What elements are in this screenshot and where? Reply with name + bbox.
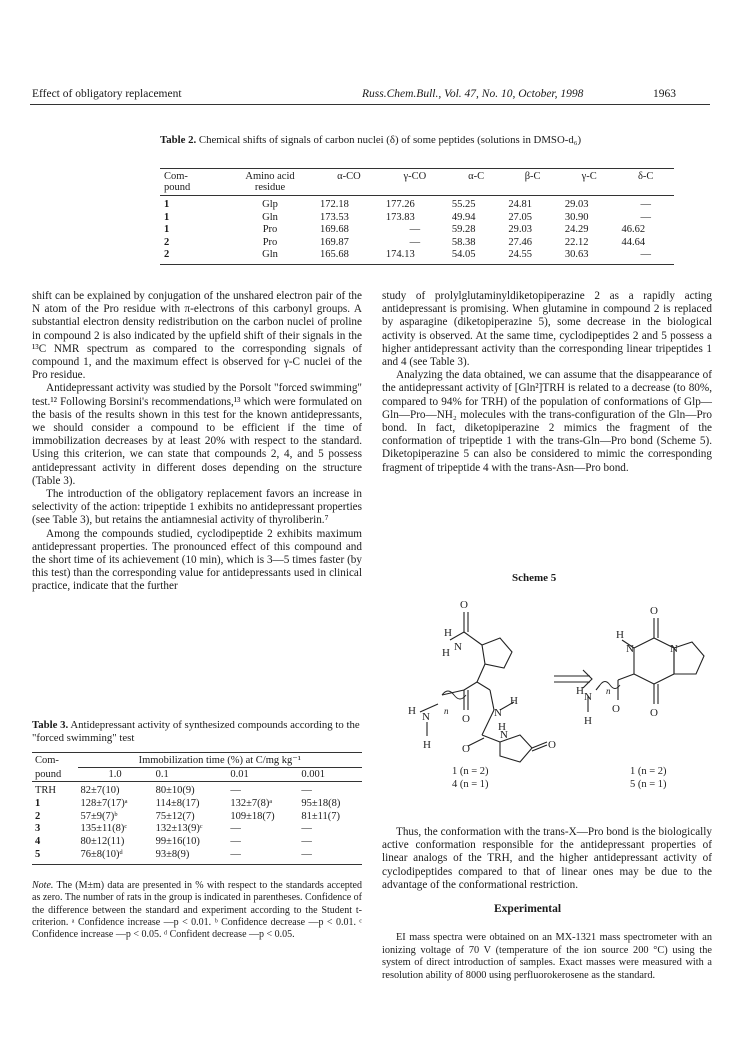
table2-col-residue: Amino acid residue <box>224 169 316 196</box>
table-cell: 169.68 <box>320 224 349 235</box>
compound-labels <box>452 766 667 790</box>
atom-n-index: n <box>444 706 449 716</box>
table-cell: 99±16(10) <box>155 836 200 848</box>
left-column-text <box>32 290 362 594</box>
table-cell: 1 <box>164 211 170 223</box>
table-cell: 55.25 <box>451 199 476 210</box>
table-cell: 58.38 <box>451 236 476 248</box>
table3-caption-text: Antidepressant activity of synthesized compounds according to the "forced swimming" test <box>32 719 360 744</box>
table3-col-compound-top: Com- <box>32 753 78 768</box>
paragraph: Thus, the conformation with the trans-X—Pro bond is the biologically active conformation responsible for the antidepressant properties of linear analogs of the TRH, and the higher antidepressant activity of cyclodipeptides compared to that of linear ones may be due to the advantage of the conformational restriction. <box>382 826 712 891</box>
table-cell: — <box>230 785 241 796</box>
table-cell: 80±12(11) <box>80 836 125 848</box>
table-cell: 82±7(10) <box>80 785 120 796</box>
table-cell: 59.28 <box>451 224 476 235</box>
table-cell: 174.13 <box>382 249 448 264</box>
table-cell: — <box>301 823 312 835</box>
table-cell: — <box>409 236 421 248</box>
table2 <box>160 168 674 265</box>
table-cell: 2 <box>164 236 170 248</box>
atom-h: H <box>498 721 506 733</box>
table-cell: — <box>230 836 241 848</box>
scheme-5-structure <box>382 590 712 790</box>
table2-col-gamma-c: γ-C <box>561 169 618 196</box>
table-cell: 2 <box>35 810 41 822</box>
table-cell: Pro <box>262 236 278 248</box>
table-cell: 3 <box>35 823 41 835</box>
table3-note <box>32 880 362 941</box>
table2-col-gamma-co: γ-CO <box>382 169 448 196</box>
table-cell: — <box>301 785 312 796</box>
table3-note-text: The (M±m) data are presented in % with respect to the standards accepted as zero. The number of rats in the group is indicated in parentheses. Confidence of the difference between the standard and experiment according to the Student t-criterion. ᵃ Confidence increase —p < 0.01. ᵇ Confidence decrease —p < 0.01. ᶜ Confidence increase —p < 0.05. ᵈ Confident decrease —p < 0.05. <box>32 880 362 941</box>
atom-o: O <box>650 605 658 617</box>
compound-label: 5 (n = 1) <box>630 779 667 790</box>
scheme-title: Scheme 5 <box>512 572 557 584</box>
compound-label: 1 (n = 2) <box>452 766 489 777</box>
table-cell: 165.68 <box>316 249 382 264</box>
atom-n: N <box>494 707 502 719</box>
table-cell: 30.90 <box>564 211 589 223</box>
table-row <box>32 811 362 824</box>
table2-label: Table 2. <box>160 134 197 146</box>
table-row <box>160 249 674 264</box>
compound-label: 4 (n = 1) <box>452 779 489 790</box>
table-cell: 24.81 <box>508 199 532 210</box>
table3-caption <box>32 719 362 745</box>
table-cell: 29.03 <box>508 224 532 235</box>
atom-h: H <box>423 739 431 751</box>
table3-col-conc: 0.001 <box>298 768 362 782</box>
table2-col-alpha-c: α-C <box>448 169 505 196</box>
table3-col-conc: 1.0 <box>78 768 153 782</box>
table-cell: 22.12 <box>564 236 589 248</box>
right-molecule <box>588 618 704 712</box>
table-cell: 1 <box>164 199 170 210</box>
paragraph: study of prolylglutaminyldiketopiperazine 2 as a rapidly acting antidepressant is promising. When glutamine in compound 2 is replaced by asparagine (diketopiperazine 5), some decrease in the biological activity is observed. At the same time, cyclodipeptides 2 and 5 possess a higher antidepressant activity than the corresponding linear tripeptides 1 and 4 (see Table 3). <box>382 290 712 369</box>
table-cell: 76±8(10)ᵈ <box>78 849 153 864</box>
table3-header-row <box>32 753 362 768</box>
table-row <box>160 196 674 212</box>
atom-o: O <box>548 739 556 751</box>
table-cell: 128±7(17)ᵃ <box>80 797 128 809</box>
left-molecule <box>420 612 547 762</box>
table-cell: 172.18 <box>320 199 349 210</box>
equivalence-arrow <box>554 670 592 688</box>
table-cell: 24.55 <box>504 249 561 264</box>
table-cell: 80±10(9) <box>155 785 195 796</box>
atom-n: N <box>626 643 634 655</box>
table-cell: 93±8(9) <box>153 849 228 864</box>
atom-o: O <box>462 713 470 725</box>
atom-n: N <box>422 711 430 723</box>
table-cell: 169.87 <box>320 236 349 248</box>
table-row <box>32 836 362 849</box>
atom-o: O <box>462 743 470 755</box>
table3 <box>32 752 362 865</box>
table-cell: 173.83 <box>385 211 415 223</box>
table-row <box>160 224 674 237</box>
table-cell: Glp <box>262 199 278 210</box>
table3-col-compound-bottom: pound <box>32 768 78 782</box>
table-cell: — <box>298 849 362 864</box>
paragraph: shift can be explained by conjugation of the unshared electron pair of the N atom of the Pro residue with π-electrons of this carbonyl groups. A substantial electron density redistribution on the carbon nuclei of proline in compound 2 is also indicated by the upfield shift of their signals in the ¹³C NMR spectrum as compared to the corresponding signals of compound 1, and the maximum effect is observed for γ-C nuclei of the Pro residue. <box>32 290 362 382</box>
atom-h: H <box>444 627 452 639</box>
table-cell: Pro <box>262 224 278 235</box>
conclusion-paragraph <box>382 826 712 892</box>
experimental-paragraph: EI mass spectra were obtained on an MX-1321 mass spectrometer with an ionizing voltage of 70 V (temperature of the ion source 200 °C) using the system of direct introduction of samples. Exact masses were measured with a resolution ability of 8000 using perfluorokerosene as the standard. <box>382 932 712 981</box>
journal-citation: Russ.Chem.Bull., Vol. 47, No. 10, October, 1998 <box>362 88 584 100</box>
paragraph: Antidepressant activity was studied by the Porsolt "forced swimming" test.¹² Following Borsini's recommendations,¹³ which were formulated on the basis of the results shown in this test for the known antidepressants, we should consider a compound to be efficient if the time of immobilization decreases by at least 20% with respect to the standard. Using this criterion, we can state that compounds 2, 4, and 5 possess antidepressant activity in different doses depending on the structure (Table 3). <box>32 382 362 487</box>
atom-h: H <box>442 647 450 659</box>
table3-col-group: Immobilization time (%) at C/mg kg⁻¹ <box>78 753 362 768</box>
table-cell: 54.05 <box>448 249 505 264</box>
right-column-text <box>382 290 712 475</box>
table-row <box>32 823 362 836</box>
atom-n: N <box>454 641 462 653</box>
paragraph: Among the compounds studied, cyclodipeptide 2 exhibits maximum antidepressant properties. The pronounced effect of this compound and the short time of its achievement (10 min), which is 3—5 times faster (by this test) than the corresponding value for antidepressants used in clinical practice, indicate that the further <box>32 527 362 593</box>
table-cell: 27.05 <box>508 211 532 223</box>
table-cell: 132±13(9)ᶜ <box>155 823 203 835</box>
table-cell: 81±11(7) <box>301 810 341 822</box>
table-cell: 57±9(7)ᵇ <box>80 810 118 822</box>
table-cell: 27.46 <box>508 236 532 248</box>
table-cell: 44.64 <box>621 236 646 248</box>
table-cell: 1 <box>35 797 41 809</box>
table-cell: 5 <box>32 849 78 864</box>
atom-h: H <box>616 629 624 641</box>
paragraph: The introduction of the obligatory replacement favors an increase in selectivity of the action: tripeptide 1 exhibits no antidepressant properties (see Table 3), but retains the antiamnesial activity of thyroliberin.⁷ <box>32 488 362 527</box>
table2-col-alpha-co: α-CO <box>316 169 382 196</box>
paragraph: Analyzing the data obtained, we can assume that the disappearance of the antidepressant activity of [Gln²]TRH is related to a decrease (to 80%, compared to 94% for TRH) of the population of conformations of Glp—Gln—Pro—NH₂ molecules with the trans-configuration of the Gln—Pro bond. In fact, diketopiperazine 2 mimics the fragment of the conformation of tripeptide 1 with the trans-Gln—Pro bond (Scheme 5). Diketopiperazine 5 can also be considered to mimic the corresponding fragment of tripeptide 4 with the trans-Asn—Pro bond. <box>382 369 712 474</box>
table2-col-beta-c: β-C <box>504 169 561 196</box>
table-cell: 2 <box>160 249 224 264</box>
atom-h: H <box>408 705 416 717</box>
table2-header-row <box>160 169 674 196</box>
table-cell: 46.62 <box>621 224 646 235</box>
page-number: 1963 <box>653 88 676 100</box>
table-cell: 49.94 <box>451 211 476 223</box>
table-cell: — <box>640 199 651 210</box>
table-cell: 132±7(8)ᵃ <box>230 797 273 809</box>
table-cell: 173.53 <box>320 211 349 223</box>
table3-label: Table 3. <box>32 719 69 731</box>
atom-h: H <box>576 685 584 697</box>
table-row <box>32 782 362 798</box>
atom-n-index: n <box>606 686 611 696</box>
table-row <box>160 212 674 225</box>
table-cell: 75±12(7) <box>155 810 195 822</box>
table-cell: TRH <box>35 785 56 796</box>
table-cell: 177.26 <box>385 199 415 210</box>
table-cell: — <box>617 249 674 264</box>
table-cell: 1 <box>164 224 170 235</box>
table-cell: Gln <box>262 211 278 223</box>
table-cell: 109±18(7) <box>230 810 275 822</box>
table-cell: Gln <box>224 249 316 264</box>
table2-col-compound: Com- pound <box>160 169 224 196</box>
table-cell: — <box>230 823 241 835</box>
atom-n: N <box>584 691 592 703</box>
atom-h: H <box>584 715 592 727</box>
atom-h: H <box>510 695 518 707</box>
table-row <box>32 849 362 864</box>
atom-labels <box>408 599 678 755</box>
table3-col-conc: 0.1 <box>153 768 228 782</box>
table-cell: — <box>301 836 312 848</box>
running-header-title: Effect of obligatory replacement <box>32 88 182 100</box>
table-cell: 114±8(17) <box>155 797 200 809</box>
table-cell: — <box>409 224 421 235</box>
table-cell: — <box>640 211 651 223</box>
table-row <box>32 798 362 811</box>
section-title-experimental: Experimental <box>494 903 562 915</box>
table-cell: 30.63 <box>561 249 618 264</box>
atom-n: N <box>500 729 508 741</box>
compound-label: 1 (n = 2) <box>630 766 667 777</box>
atom-o: O <box>650 707 658 719</box>
table-cell: — <box>227 849 298 864</box>
atom-o: O <box>460 599 468 611</box>
table-cell: 4 <box>35 836 41 848</box>
table2-caption-text: Chemical shifts of signals of carbon nuclei (δ) of some peptides (solutions in DMSO-d₆) <box>198 134 582 146</box>
atom-n: N <box>670 643 678 655</box>
table-row <box>160 237 674 250</box>
table2-col-delta-c: δ-C <box>617 169 674 196</box>
table3-subheader-row <box>32 768 362 782</box>
table-cell: 29.03 <box>564 199 589 210</box>
table-cell: 135±11(8)ᶜ <box>80 823 128 835</box>
table3-note-label: Note. <box>32 880 54 891</box>
header-rule <box>30 104 710 105</box>
table3-col-conc: 0.01 <box>227 768 298 782</box>
table-cell: 24.29 <box>564 224 589 235</box>
atom-o: O <box>612 703 620 715</box>
table-cell: 95±18(8) <box>301 797 341 809</box>
table2-caption <box>160 133 680 147</box>
